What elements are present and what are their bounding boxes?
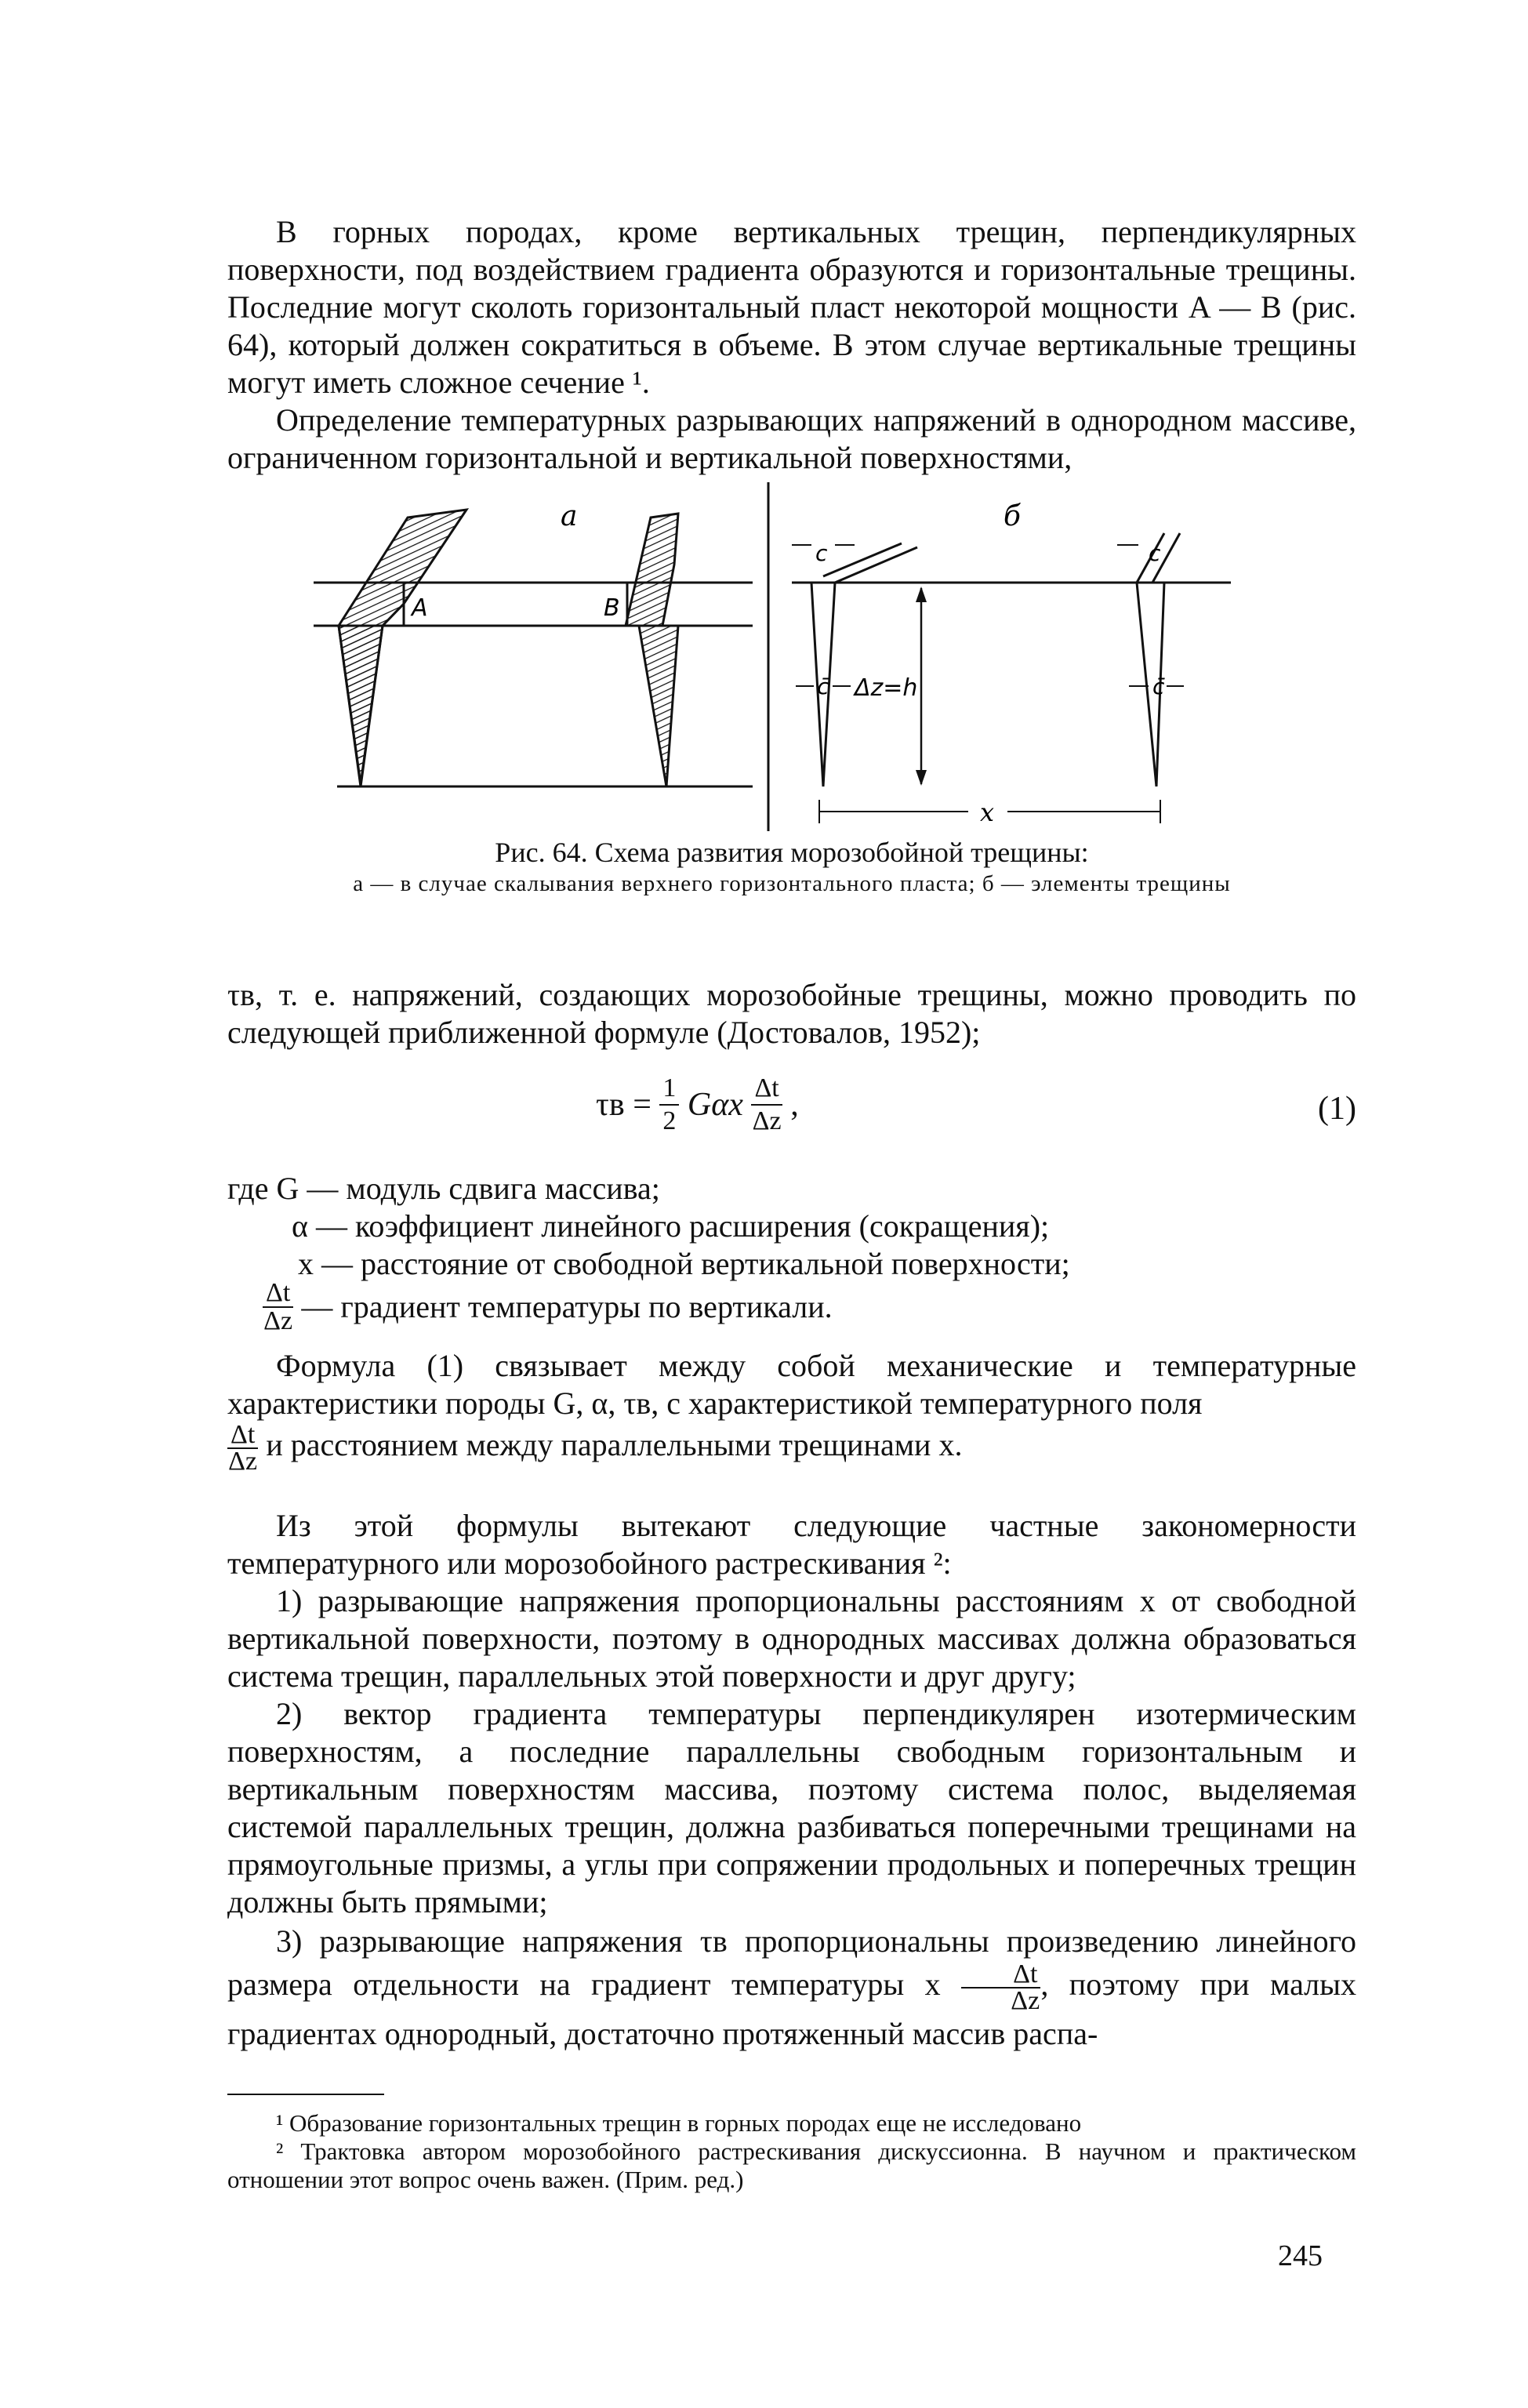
footnote-rule <box>227 2094 384 2095</box>
formula-number: (1) <box>1318 1091 1356 1127</box>
p4-frac-den: Δz <box>228 1447 258 1476</box>
label-c-left: c <box>815 540 828 566</box>
block-ab <box>404 583 627 626</box>
def-x: x — расстояние от свободной вертикальной поверхности; <box>298 1246 1070 1281</box>
dz-arrow-top <box>916 587 927 602</box>
panel-a-label: а <box>561 500 578 532</box>
paragraph-4b <box>227 1422 1356 1474</box>
paragraph-4a: Формула (1) связывает между собой механические и температурные характеристики породы G, α, τв, с характеристикой температурного поля <box>227 1348 1356 1421</box>
p4-frac-num: Δt <box>227 1422 258 1449</box>
paragraph-5: Из этой формулы вытекают следующие частные закономерности температурного или морозобойного растрескивания ²: <box>227 1508 1356 1581</box>
formula-gradient <box>751 1073 782 1137</box>
item-3-b: , поэтому при малых градиентах однородный, достаточно протяженный массив распа- <box>227 1967 1357 2051</box>
caption-title: Рис. 64. Схема развития морозобойной трещины: <box>495 837 1089 868</box>
formula-half <box>659 1073 679 1137</box>
item-3-frac <box>961 1959 1040 2015</box>
formula-dt: Δt <box>751 1073 782 1106</box>
label-B: B <box>604 594 620 622</box>
def-alpha: α — коэффициент линейного расширения (сокращения); <box>292 1208 1050 1244</box>
label-A: A <box>412 594 428 622</box>
item-3-frac-den: Δz <box>1011 1986 1040 2015</box>
p4-frac <box>227 1422 258 1474</box>
figure-64 <box>306 470 1262 831</box>
def-grad-text: — градиент температуры по вертикали. <box>301 1289 833 1324</box>
panel-b-label: б <box>1004 500 1021 532</box>
figure-caption <box>227 835 1356 898</box>
item-3-frac-num: Δt <box>961 1962 1040 1989</box>
formula-explanation <box>227 1347 1356 1474</box>
formula-half-den: 2 <box>662 1106 677 1135</box>
left-crack-wedge <box>339 626 383 784</box>
item-1: 1) разрывающие напряжения пропорциональны расстояниям x от свободной вертикальной поверхности, поэтому в однородных массивах должна образоваться система трещин, параллельных этой поверхности и друг другу; <box>227 1583 1356 1694</box>
footnote-2: ² Трактовка автором морозобойного растрескивания дискуссионна. В научном и практическом отношении этот вопрос очень важен. (Прим. ред.) <box>227 2137 1356 2193</box>
item-3-a: 3) разрывающие напряжения τв пропорциональны произведению линейного размера отдельности на градиент температуры x <box>227 1923 1356 2003</box>
label-x: x <box>980 797 995 827</box>
label-c-right: c <box>1149 540 1161 566</box>
right-crack-hatched <box>626 514 678 786</box>
formula-middle: Gαx <box>687 1087 743 1123</box>
def-grad-num: Δt <box>263 1280 293 1308</box>
def-grad-frac <box>263 1280 293 1335</box>
footnote-1: ¹ Образование горизонтальных трещин в горных породах еще не исследовано <box>276 2109 1082 2137</box>
def-gradient <box>263 1280 833 1335</box>
def-g: где G — модуль сдвига массива; <box>227 1171 660 1206</box>
label-cbar-left: c̄ <box>817 674 829 699</box>
formula-tail: , <box>790 1087 799 1123</box>
formula-half-num: 1 <box>659 1073 679 1106</box>
label-cbar-right: c̄ <box>1152 674 1165 699</box>
caption-body: а — в случае скалывания верхнего горизонтального пласта; б — элементы трещины <box>353 871 1231 896</box>
page-number: 245 <box>1278 2239 1323 2272</box>
formula-1 <box>227 1073 1356 1151</box>
footnotes <box>227 2109 1356 2194</box>
label-dz: Δz=h <box>855 674 918 702</box>
paragraph-2: Определение температурных разрывающих напряжений в однородном массиве, ограниченном горизонтальной и вертикальной поверхностями, <box>227 402 1356 475</box>
item-3 <box>227 1921 1356 2054</box>
top-text <box>227 213 1356 477</box>
item-2: 2) вектор градиента температуры перпендикулярен изотермическим поверхностям, а последние параллельны свободным горизонтальным и вертикальным поверхностям массива, поэтому система полос, выделяемая системой параллельных трещин, должна разбиваться поперечными трещинами на прямоугольные призмы, а углы при сопряжении продольных и поперечных трещин должны быть прямыми; <box>227 1696 1356 1919</box>
formula-dz: Δz <box>752 1106 782 1135</box>
dz-arrow-bottom <box>916 770 927 786</box>
text-after-figure <box>227 976 1356 1051</box>
formula-lhs: τв = <box>596 1087 660 1123</box>
paragraph-1: В горных породах, кроме вертикальных трещин, перпендикулярных поверхности, под воздействием градиента образуются и горизонтальные трещины. Последние могут сколоть горизонтальный пласт некоторой мощности A — B (рис. 64), который должен сократиться в объеме. В этом случае вертикальные трещины могут иметь сложное сечение ¹. <box>227 214 1356 400</box>
p4-tail: и расстоянием между параллельными трещинами x. <box>266 1427 963 1463</box>
regularities <box>227 1507 1356 2054</box>
def-grad-den: Δz <box>263 1306 293 1335</box>
paragraph-3: τв, т. е. напряжений, создающих морозобойные трещины, можно проводить по следующей приближенной формуле (Достовалов, 1952); <box>227 977 1356 1050</box>
